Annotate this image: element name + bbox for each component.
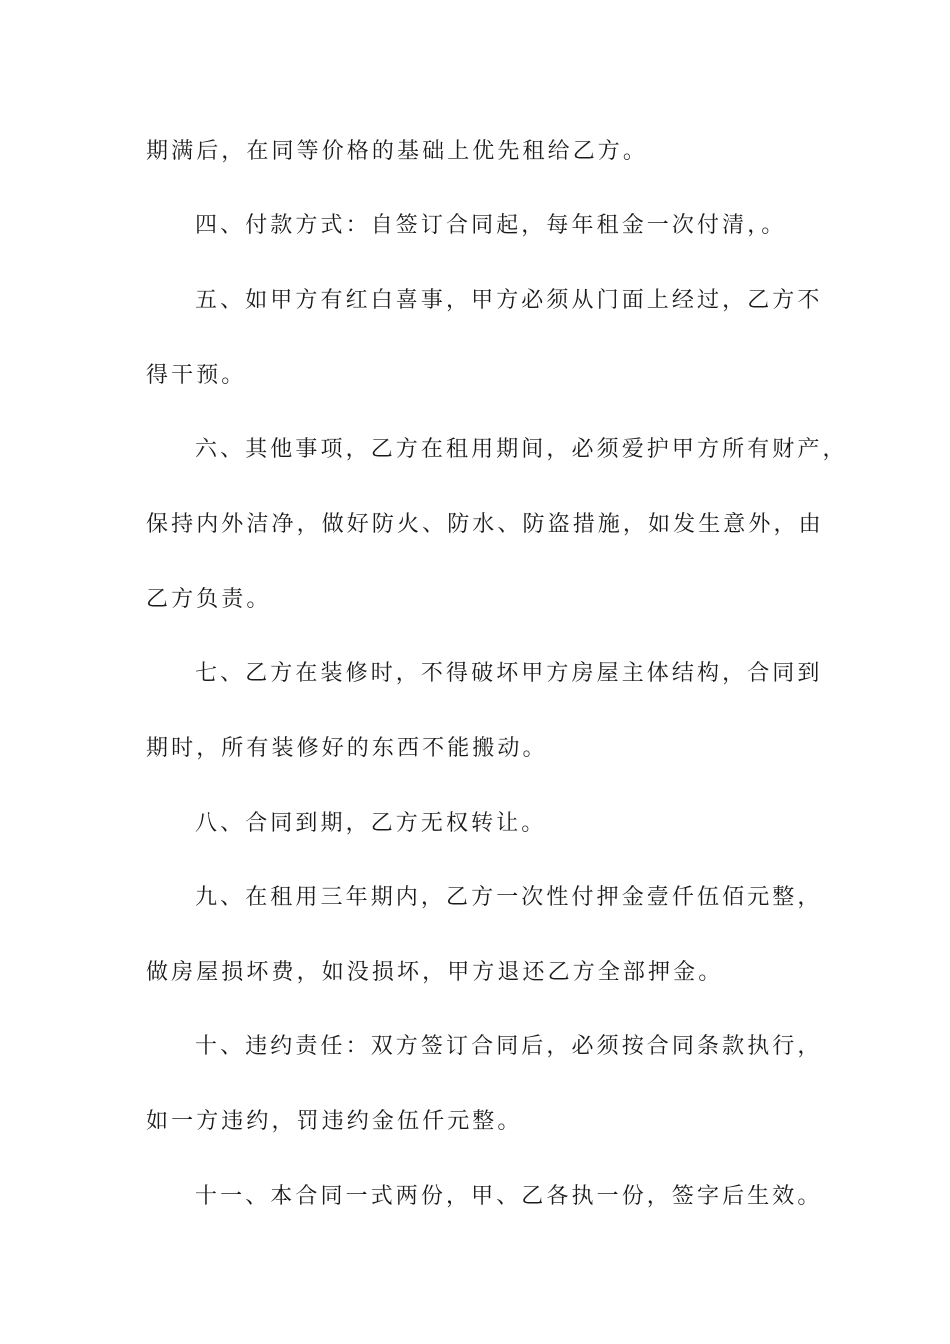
text-line: 期满后，在同等价格的基础上优先租给乙方。 bbox=[146, 139, 649, 164]
clause-8-line: 八、合同到期，乙方无权转让。 bbox=[195, 811, 547, 836]
clause-9-line: 九、在租用三年期内，乙方一次性付押金壹仟伍佰元整， bbox=[195, 885, 823, 910]
clause-7-line: 七、乙方在装修时，不得破坏甲方房屋主体结构，合同到 bbox=[195, 661, 823, 686]
text-line: 期时，所有装修好的东西不能搬动。 bbox=[146, 736, 548, 761]
clause-4-line: 四、付款方式：自签订合同起，每年租金一次付清，。 bbox=[195, 213, 787, 238]
clause-6-line: 六、其他事项，乙方在租用期间，必须爱护甲方所有财产， bbox=[195, 437, 848, 462]
clause-10-line: 十、违约责任：双方签订合同后，必须按合同条款执行， bbox=[195, 1034, 823, 1059]
clause-11-line: 十一、本合同一式两份，甲、乙各执一份，签字后生效。 bbox=[195, 1184, 823, 1209]
text-line: 得干预。 bbox=[146, 363, 247, 388]
text-line: 乙方负责。 bbox=[146, 587, 272, 612]
clause-5-line: 五、如甲方有红白喜事，甲方必须从门面上经过，乙方不 bbox=[195, 288, 823, 313]
text-line: 保持内外洁净，做好防火、防水、防盗措施，如发生意外，由 bbox=[146, 512, 824, 537]
text-line: 如一方违约，罚违约金伍仟元整。 bbox=[146, 1109, 523, 1134]
text-line: 做房屋损坏费，如没损坏，甲方退还乙方全部押金。 bbox=[146, 960, 724, 985]
